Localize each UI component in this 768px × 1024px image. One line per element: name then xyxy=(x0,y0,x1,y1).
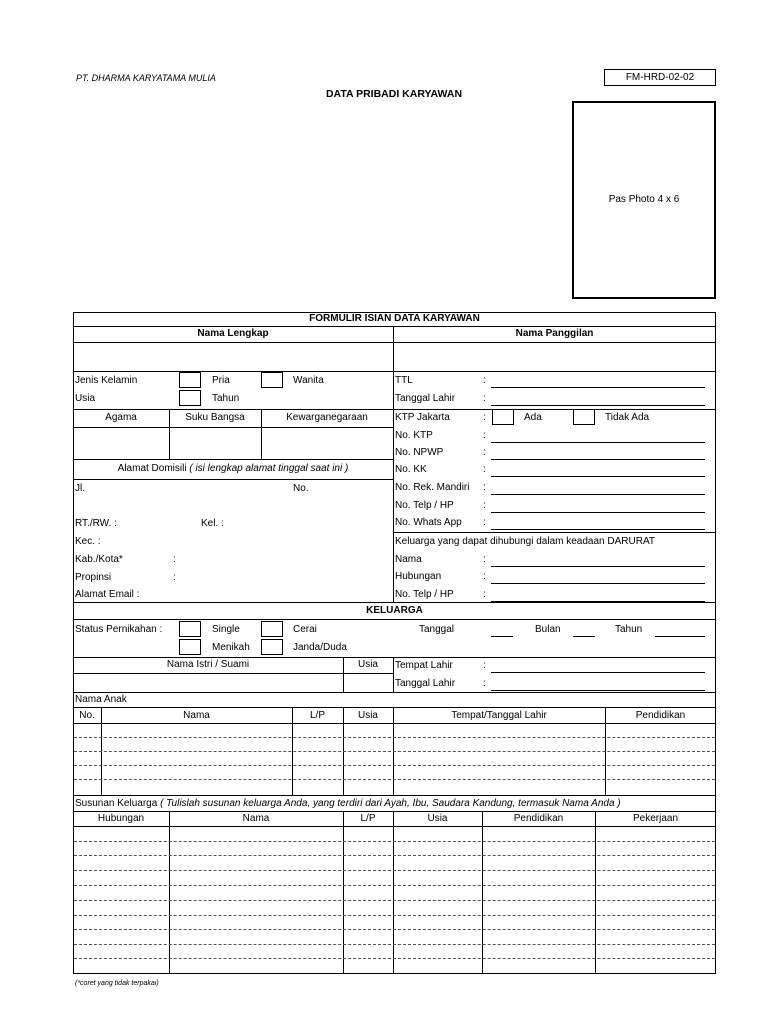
colon: : xyxy=(483,482,486,493)
colon: : xyxy=(483,447,486,458)
anak-row-line xyxy=(74,751,715,752)
susunan-row-line xyxy=(74,944,715,945)
kewarganegaraan-label: Kewarganegaraan xyxy=(286,412,368,423)
no-whats-line[interactable] xyxy=(491,529,705,530)
kelurahan-label: Kel. : xyxy=(201,518,224,529)
colon: : xyxy=(483,517,486,528)
janda-duda-checkbox[interactable] xyxy=(261,639,283,655)
anak-col-lp: L/P xyxy=(309,710,325,721)
usia-input[interactable] xyxy=(179,390,201,406)
nomor-label: No. xyxy=(293,483,309,494)
tahun-nikah-line[interactable] xyxy=(655,636,705,637)
ttl-line[interactable] xyxy=(491,387,705,388)
form-title: FORMULIR ISIAN DATA KARYAWAN xyxy=(309,313,480,324)
anak-col-ttl: Tempat/Tanggal Lahir xyxy=(451,710,547,721)
susunan-row-line xyxy=(74,870,715,871)
susunan-row-line xyxy=(74,855,715,856)
form-code: FM-HRD-02-02 xyxy=(625,72,695,83)
no-ktp-line[interactable] xyxy=(491,442,705,443)
susunan-row-line xyxy=(74,929,715,930)
no-npwp-label: No. NPWP xyxy=(395,447,444,458)
alamat-email-label: Alamat Email : xyxy=(75,589,140,600)
susunan-keluarga-label: Susunan Keluarga ( Tulislah susunan keluarga Anda, yang terdiri dari Ayah, Ibu, Saudara Kandung, termasuk Nama Anda ) xyxy=(75,798,621,809)
no-telp-label: No. Telp / HP xyxy=(395,500,454,511)
no-npwp-line[interactable] xyxy=(491,459,705,460)
colon: : xyxy=(483,500,486,511)
wanita-label: Wanita xyxy=(293,375,324,386)
usia-pasangan-label: Usia xyxy=(357,659,378,670)
pria-label: Pria xyxy=(212,375,230,386)
tanggal-label: Tanggal xyxy=(419,624,455,635)
no-kk-line[interactable] xyxy=(491,476,705,477)
single-checkbox[interactable] xyxy=(179,621,201,637)
anak-col-nama: Nama xyxy=(183,710,210,721)
nama-anak-label: Nama Anak xyxy=(75,694,127,705)
photo-label: Pas Photo 4 x 6 xyxy=(608,194,680,205)
tidak-ada-label: Tidak Ada xyxy=(605,412,650,423)
ktp-jakarta-label: KTP Jakarta xyxy=(395,412,450,423)
colon: : xyxy=(483,660,486,671)
company-name: PT. DHARMA KARYATAMA MULIA xyxy=(76,73,216,83)
susunan-row-line xyxy=(74,885,715,886)
darurat-nama-line[interactable] xyxy=(491,566,705,567)
menikah-checkbox[interactable] xyxy=(179,639,201,655)
menikah-label: Menikah xyxy=(212,642,250,653)
footnote: (*coret yang tidak terpakai) xyxy=(75,980,159,987)
cerai-checkbox[interactable] xyxy=(261,621,283,637)
janda-duda-label: Janda/Duda xyxy=(293,642,347,653)
susunan-row-line xyxy=(74,900,715,901)
usia-label: Usia xyxy=(75,393,96,404)
colon: : xyxy=(483,375,486,386)
darurat-label: Keluarga yang dapat dihubungi dalam keadaan DARURAT xyxy=(395,536,655,547)
anak-row-line xyxy=(74,737,715,738)
kab-kota-label: Kab./Kota* xyxy=(75,554,123,565)
bulan-line[interactable] xyxy=(573,636,595,637)
jalan-label: Jl. xyxy=(75,483,85,494)
no-ktp-label: No. KTP xyxy=(395,430,433,441)
no-telp-line[interactable] xyxy=(491,512,705,513)
colon: : xyxy=(483,554,486,565)
anak-col-pendidikan: Pendidikan xyxy=(635,710,686,721)
alamat-domisili-label: Alamat Domisili ( isi lengkap alamat tinggal saat ini ) xyxy=(117,463,349,474)
no-kk-label: No. KK xyxy=(395,464,427,475)
tanggal-lahir-label: Tanggal Lahir xyxy=(395,393,456,404)
bulan-label: Bulan xyxy=(535,624,561,635)
no-rek-line[interactable] xyxy=(491,494,705,495)
colon: : xyxy=(483,393,486,404)
tanggal-lahir-pasangan-line[interactable] xyxy=(491,690,705,691)
jenis-kelamin-label: Jenis Kelamin xyxy=(75,375,138,386)
tempat-lahir-pasangan-label: Tempat Lahir xyxy=(395,660,453,671)
rt-rw-label: RT./RW. : xyxy=(75,518,117,529)
tahun-nikah-label: Tahun xyxy=(615,624,643,635)
suku-bangsa-label: Suku Bangsa xyxy=(185,412,245,423)
susunan-row-line xyxy=(74,915,715,916)
anak-row-line xyxy=(74,765,715,766)
colon: : xyxy=(483,678,486,689)
tempat-lahir-pasangan-line[interactable] xyxy=(491,672,705,673)
cerai-label: Cerai xyxy=(293,624,317,635)
ktp-ada-checkbox[interactable] xyxy=(492,409,514,425)
document-title: DATA PRIBADI KARYAWAN xyxy=(325,88,463,100)
tanggal-lahir-line[interactable] xyxy=(491,405,705,406)
colon: : xyxy=(483,412,486,423)
tanggal-line[interactable] xyxy=(491,636,513,637)
colon: : xyxy=(483,571,486,582)
anak-col-usia: Usia xyxy=(357,710,378,721)
propinsi-label: Propinsi xyxy=(75,572,112,583)
pria-checkbox[interactable] xyxy=(179,372,201,388)
anak-row-line xyxy=(74,779,715,780)
colon: : xyxy=(483,589,486,600)
darurat-telp-label: No. Telp / HP xyxy=(395,589,454,600)
colon: : xyxy=(173,554,176,565)
susunan-col-lp: L/P xyxy=(360,813,376,824)
darurat-nama-label: Nama xyxy=(395,554,422,565)
tanggal-lahir-pasangan-label: Tanggal Lahir xyxy=(395,678,456,689)
darurat-hubungan-line[interactable] xyxy=(491,583,705,584)
colon: : xyxy=(483,464,486,475)
tahun-label: Tahun xyxy=(212,393,240,404)
form-code-box xyxy=(604,69,716,86)
keluarga-title: KELUARGA xyxy=(366,605,423,616)
susunan-col-nama: Nama xyxy=(242,813,270,824)
ttl-label: TTL xyxy=(395,375,413,386)
single-label: Single xyxy=(212,624,240,635)
darurat-hubungan-label: Hubungan xyxy=(395,571,442,582)
susunan-col-usia: Usia xyxy=(427,813,448,824)
colon: : xyxy=(483,430,486,441)
susunan-col-pekerjaan: Pekerjaan xyxy=(632,813,679,824)
susunan-row-line xyxy=(74,958,715,959)
wanita-checkbox[interactable] xyxy=(261,372,283,388)
colon: : xyxy=(173,572,176,583)
ada-label: Ada xyxy=(524,412,542,423)
no-whats-label: No. Whats App xyxy=(395,517,462,528)
status-pernikahan-label: Status Pernikahan : xyxy=(75,624,163,635)
photo-box xyxy=(572,101,716,299)
susunan-col-pendidikan: Pendidikan xyxy=(513,813,564,824)
susunan-row-line xyxy=(74,841,715,842)
nama-lengkap-label: Nama Lengkap xyxy=(197,328,269,339)
susunan-col-hubungan: Hubungan xyxy=(97,813,145,824)
ktp-tidak-ada-checkbox[interactable] xyxy=(573,409,595,425)
anak-col-no: No. xyxy=(79,710,95,721)
nama-panggilan-label: Nama Panggilan xyxy=(515,328,594,339)
agama-label: Agama xyxy=(105,412,137,423)
no-rek-label: No. Rek. Mandiri xyxy=(395,482,470,493)
nama-istri-suami-label: Nama Istri / Suami xyxy=(166,659,250,670)
kecamatan-label: Kec. : xyxy=(75,536,101,547)
